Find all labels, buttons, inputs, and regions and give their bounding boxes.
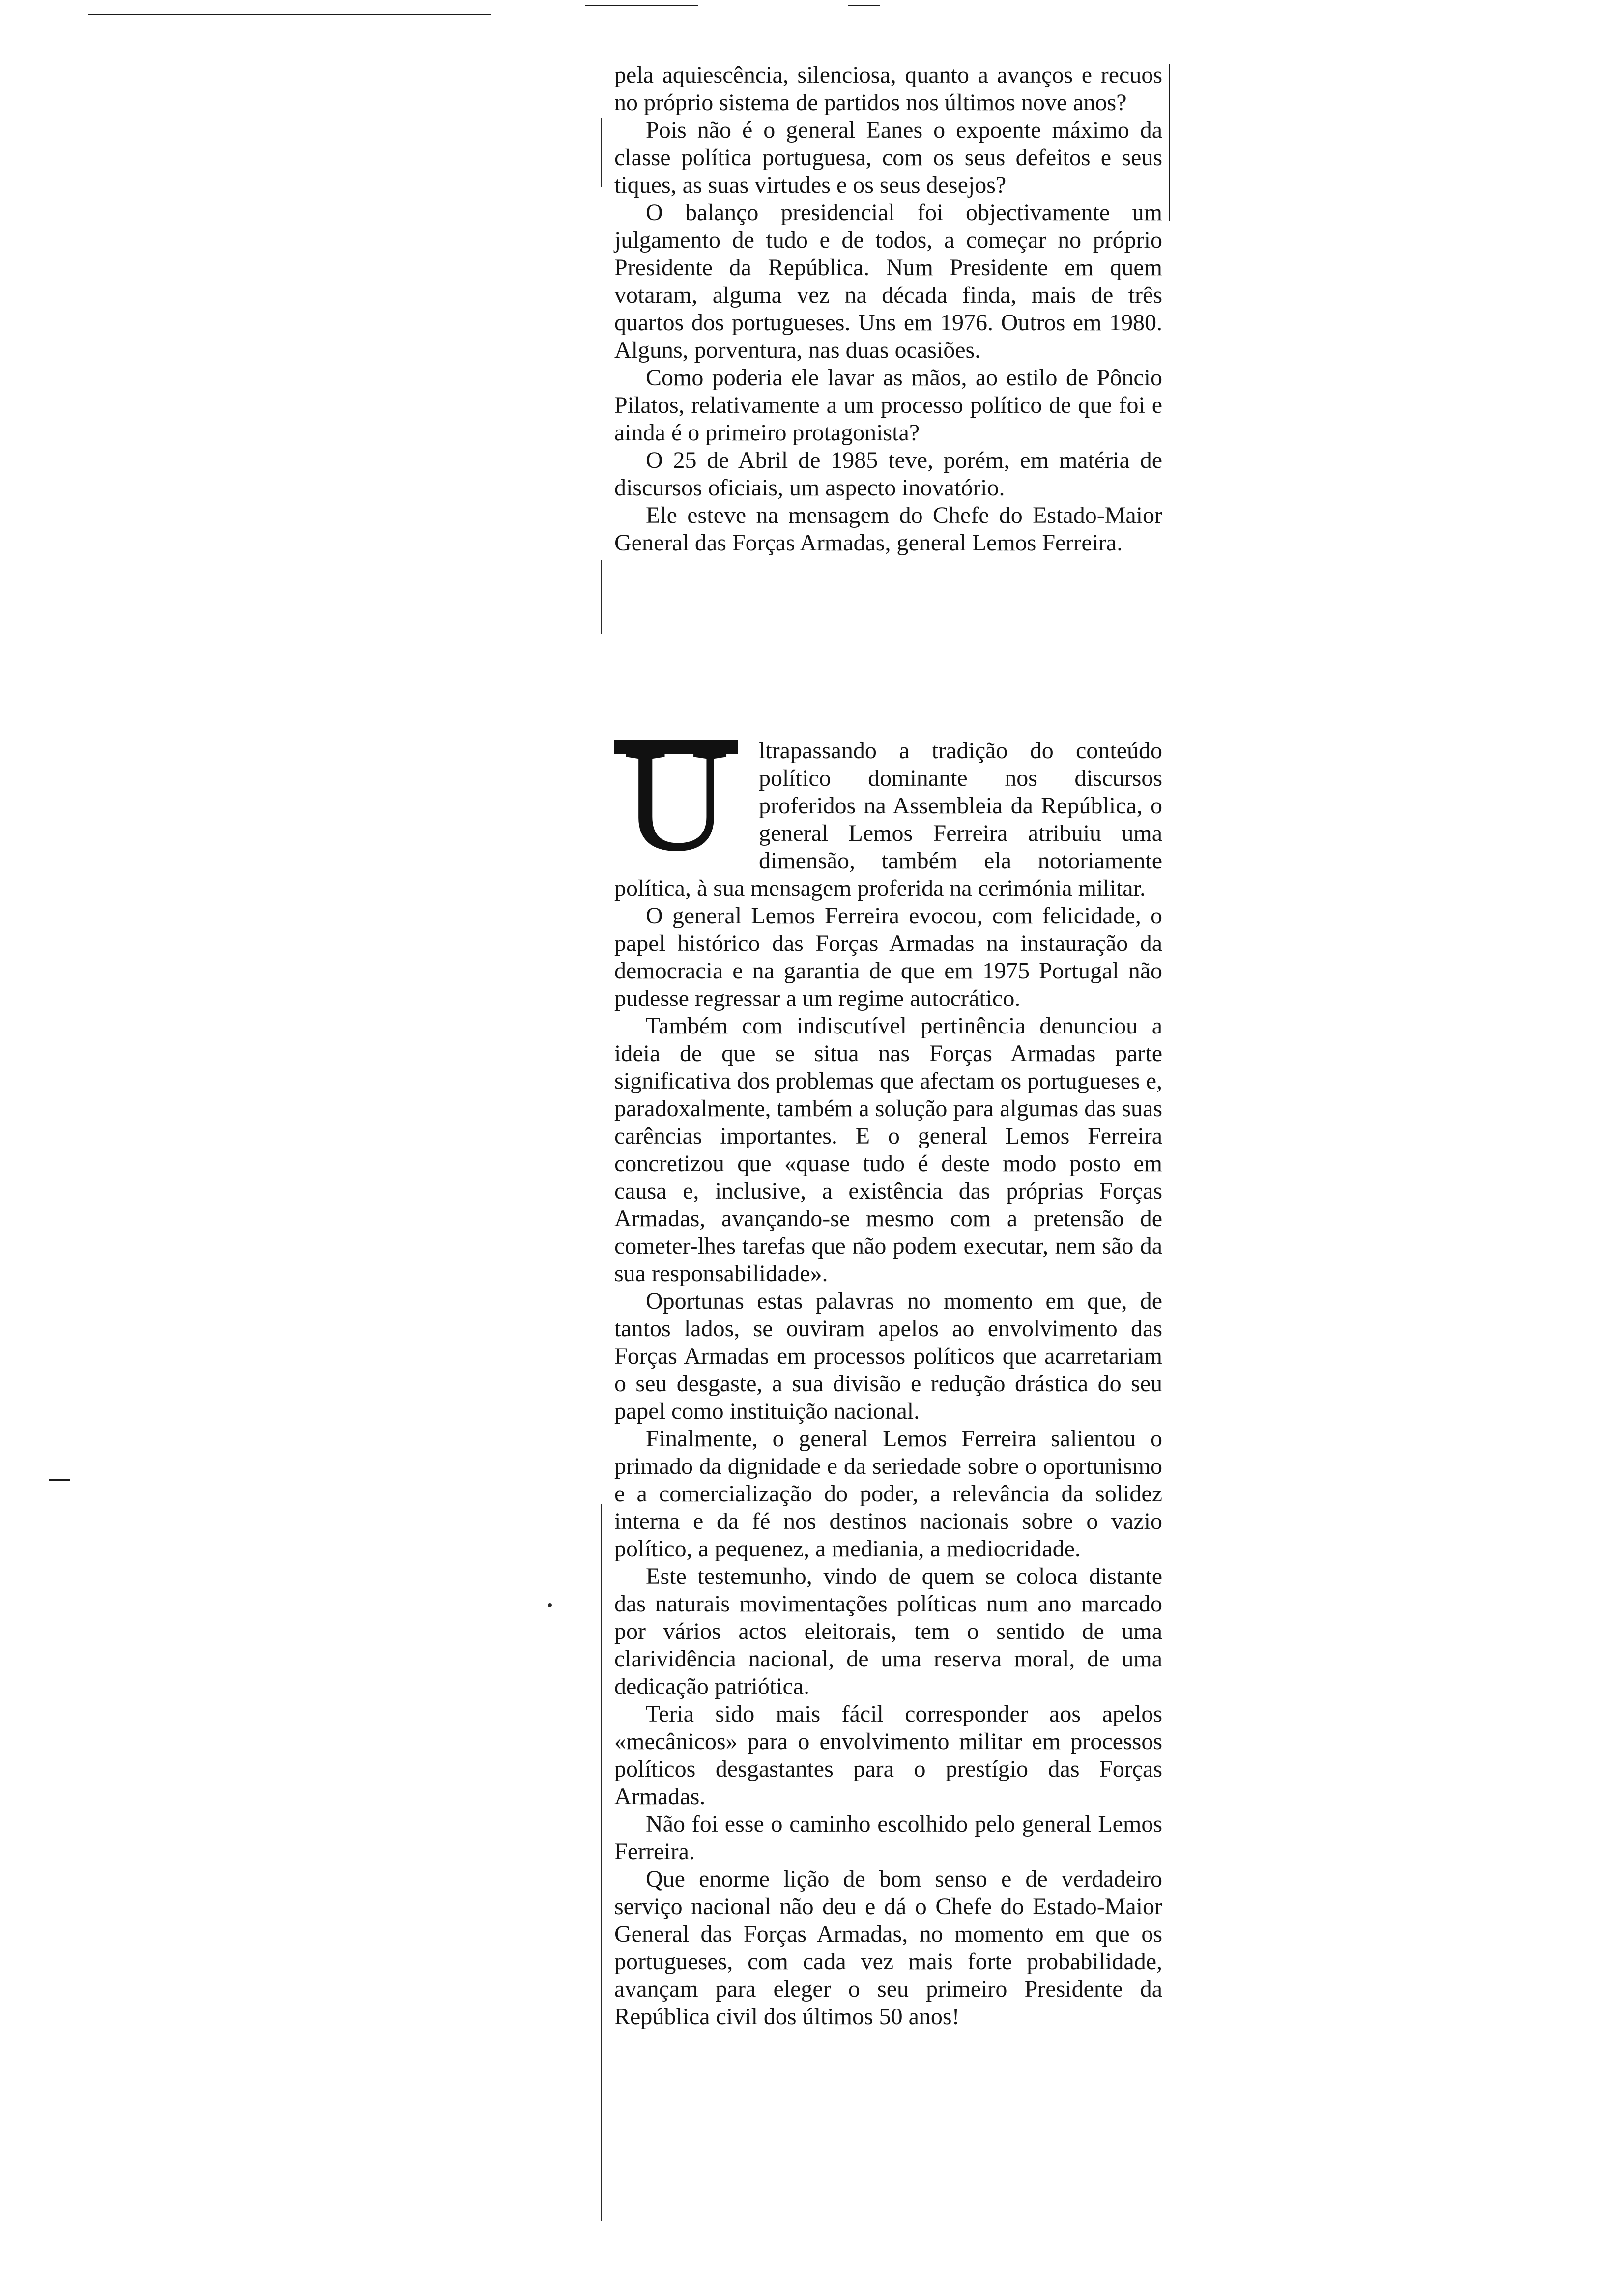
margin-dash: [49, 1479, 70, 1481]
paragraph-5: O 25 de Abril de 1985 teve, porém, em matéria de discursos oficiais, um aspecto inovatório.: [614, 447, 1162, 501]
column-rule-right: [1169, 64, 1170, 221]
paragraph-3: O balanço presidencial foi objectivamente um julgamento de tudo e de todos, a começar no próprio Presidente da República. Num Presidente em quem votaram, alguma vez na década finda, mais de três quartos dos portugueses. Uns em 1976. Outros em 1980. Alguns, porventura, nas duas ocasiões.: [614, 200, 1162, 363]
margin-dot: [548, 1603, 552, 1607]
section-paragraph-6: Teria sido mais fácil corresponder aos apelos «mecânicos» para o envolvimento militar em processos políticos desgastantes para o prestígio das Forças Armadas.: [614, 1701, 1162, 1809]
paragraph-1: pela aquiescência, silenciosa, quanto a avanços e recuos no próprio sistema de partidos nos últimos nove anos?: [614, 62, 1162, 115]
column-rule-left-top: [601, 118, 602, 187]
column-rule-left-low: [601, 1504, 602, 2221]
section-paragraph-1: O general Lemos Ferreira evocou, com felicidade, o papel histórico das Forças Armadas na instauração da democracia e na garantia de que em 1975 Portugal não pudesse regressar a um regime autocrático.: [614, 903, 1162, 1011]
section-paragraph-7: Não foi esse o caminho escolhido pelo general Lemos Ferreira.: [614, 1811, 1162, 1865]
drop-cap-letter: U: [623, 718, 730, 882]
section-lead-paragraph: ltrapassando a tradição do conteúdo político dominante nos discursos proferidos na Assembleia da República, o general Lemos Ferreira atribuiu uma dimensão, também ela notoriamente política, à sua mensagem proferida na cerimónia militar.: [614, 738, 1162, 901]
top-rule-left: [88, 14, 491, 15]
top-rule-middle: [585, 5, 698, 6]
section-paragraph-2: Também com indiscutível pertinência denunciou a ideia de que se situa nas Forças Armadas parte significativa dos problemas que afectam os portugueses e, paradoxalmente, também a solução para algumas das suas carências importantes. E o general Lemos Ferreira concretizou que «quase tudo é deste modo posto em causa e, inclusive, a existência das próprias Forças Armadas, avançando-se mesmo com a pretensão de cometer-lhes tarefas que não podem executar, nem são da sua responsabilidade».: [614, 1013, 1162, 1287]
column-rule-left-mid: [601, 560, 602, 634]
top-rule-right: [848, 5, 880, 6]
paragraph-4: Como poderia ele lavar as mãos, ao estilo de Pôncio Pilatos, relativamente a um processo político de que foi e ainda é o primeiro protagonista?: [614, 365, 1162, 446]
article-section-block: [614, 718, 1162, 2031]
article-top-block: [614, 61, 1162, 557]
drop-cap: [614, 718, 752, 882]
paragraph-6: Ele esteve na mensagem do Chefe do Estado-Maior General das Forças Armadas, general Lemos Ferreira.: [614, 502, 1162, 556]
section-paragraph-5: Este testemunho, vindo de quem se coloca distante das naturais movimentações políticas num ano marcado por vários actos eleitorais, tem o sentido de uma clarividência nacional, de uma reserva moral, de uma dedicação patriótica.: [614, 1563, 1162, 1699]
section-paragraph-4: Finalmente, o general Lemos Ferreira salientou o primado da dignidade e da seriedade sobre o oportunismo e a comercialização do poder, a relevância da solidez interna e da fé nos destinos nacionais sobre o vazio político, a pequenez, a mediania, a mediocridade.: [614, 1426, 1162, 1562]
paragraph-2: Pois não é o general Eanes o expoente máximo da classe política portuguesa, com os seus defeitos e seus tiques, as suas virtudes e os seus desejos?: [614, 117, 1162, 198]
section-paragraph-8: Que enorme lição de bom senso e de verdadeiro serviço nacional não deu e dá o Chefe do Estado-Maior General das Forças Armadas, no momento em que os portugueses, com cada vez mais forte probabilidade, avançam para eleger o seu primeiro Presidente da República civil dos últimos 50 anos!: [614, 1866, 1162, 2030]
section-paragraph-3: Oportunas estas palavras no momento em que, de tantos lados, se ouviram apelos ao envolvimento das Forças Armadas em processos políticos que acarretariam o seu desgaste, a sua divisão e redução drástica do seu papel como instituição nacional.: [614, 1288, 1162, 1424]
